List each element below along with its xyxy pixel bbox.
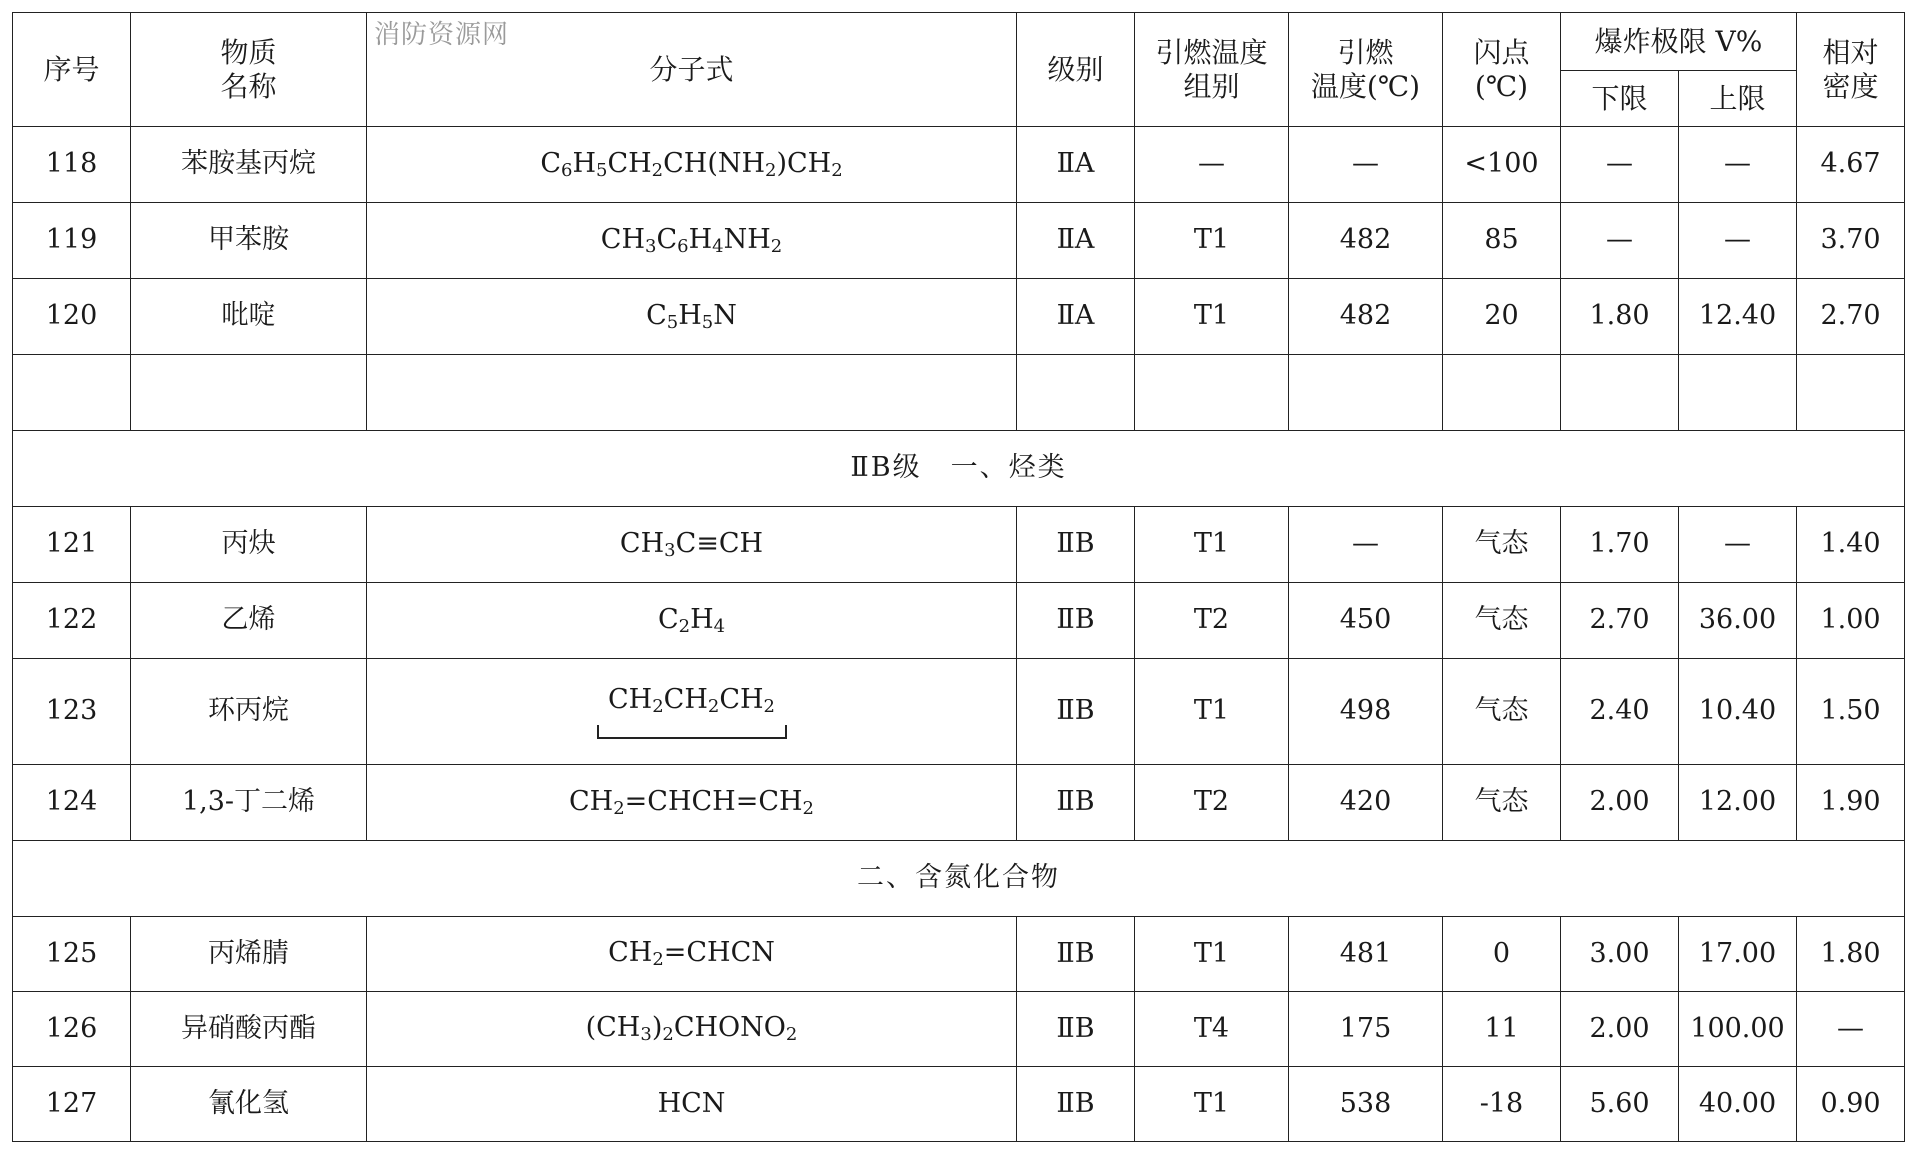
cell-grade: ⅡA (1017, 279, 1135, 355)
cell-upper: 17.00 (1679, 917, 1797, 992)
cell-upper: 100.00 (1679, 992, 1797, 1067)
formula-part: =CHCN (663, 937, 775, 969)
cell-density: 1.50 (1797, 659, 1905, 765)
formula-part: CH (719, 683, 764, 715)
cell-flash-point: -18 (1443, 1067, 1561, 1142)
formula-part: CH (600, 223, 645, 255)
header-name-line1: 物质 (220, 35, 277, 69)
formula-subscript: 2 (662, 1024, 674, 1046)
cell-formula (367, 279, 1017, 355)
empty-cell (1797, 355, 1905, 431)
formula-part: ) (651, 1012, 663, 1044)
cell-flash-point: 20 (1443, 279, 1561, 355)
ring-bond-bracket (597, 725, 787, 739)
cell-density: 3.70 (1797, 203, 1905, 279)
cell-ignition-temp: 481 (1289, 917, 1443, 992)
empty-cell (1679, 355, 1797, 431)
cell-ignition-group: T1 (1135, 917, 1289, 992)
formula-subscript: 4 (712, 235, 724, 257)
cell-upper: 12.00 (1679, 765, 1797, 841)
section-row (13, 841, 1905, 917)
formula-part: CH (569, 785, 614, 817)
cell-grade: ⅡA (1017, 203, 1135, 279)
cell-grade: ⅡA (1017, 127, 1135, 203)
formula-part: H (690, 603, 714, 635)
cell-density: 1.40 (1797, 507, 1905, 583)
cell-ignition-group: — (1135, 127, 1289, 203)
cell-density: 0.90 (1797, 1067, 1905, 1142)
cell-no: 121 (13, 507, 131, 583)
header-name (131, 13, 367, 127)
cell-density: 2.70 (1797, 279, 1905, 355)
cell-flash-point: 气态 (1443, 765, 1561, 841)
cell-grade: ⅡB (1017, 507, 1135, 583)
header-ignition-temp-line2: 温度(℃) (1310, 69, 1421, 103)
empty-cell (367, 355, 1017, 431)
cell-upper: 40.00 (1679, 1067, 1797, 1142)
cell-ignition-group: T1 (1135, 279, 1289, 355)
header-seq: 序号 (13, 13, 131, 127)
cell-no: 119 (13, 203, 131, 279)
formula-subscript: 2 (770, 235, 783, 257)
cell-name: 乙烯 (131, 583, 367, 659)
cell-flash-point: <100 (1443, 127, 1561, 203)
formula-subscript: 2 (613, 797, 625, 819)
formula-subscript: 2 (707, 695, 720, 717)
empty-cell (131, 355, 367, 431)
cell-ignition-group: T1 (1135, 659, 1289, 765)
formula-part: H (678, 299, 702, 331)
ring-formula (597, 684, 787, 740)
header-flash-line1: 闪点 (1473, 35, 1530, 69)
formula-part: CH (663, 683, 708, 715)
cell-upper: 10.40 (1679, 659, 1797, 765)
cell-upper: 12.40 (1679, 279, 1797, 355)
header-explosion-limit: 爆炸极限 V% (1561, 13, 1797, 71)
section-row (13, 431, 1905, 507)
formula-subscript: 6 (560, 159, 573, 181)
cell-upper: — (1679, 507, 1797, 583)
cell-flash-point: 11 (1443, 992, 1561, 1067)
cell-density: 1.90 (1797, 765, 1905, 841)
empty-cell (1561, 355, 1679, 431)
formula-subscript: 2 (678, 615, 691, 637)
formula-subscript: 2 (831, 159, 843, 181)
cell-density: 4.67 (1797, 127, 1905, 203)
cell-no: 126 (13, 992, 131, 1067)
formula-part: H (688, 223, 713, 255)
cell-formula (367, 659, 1017, 765)
empty-cell (1289, 355, 1443, 431)
cell-ignition-temp: — (1289, 507, 1443, 583)
header-formula: 分子式 (367, 13, 1017, 127)
cell-grade: ⅡB (1017, 1067, 1135, 1142)
cell-density: 1.00 (1797, 583, 1905, 659)
formula-subscript: 2 (765, 159, 777, 181)
chemical-properties-table (12, 12, 1905, 1142)
cell-formula (367, 203, 1017, 279)
cell-name: 丙烯腈 (131, 917, 367, 992)
cell-no: 125 (13, 917, 131, 992)
cell-lower: — (1561, 127, 1679, 203)
cell-formula (367, 992, 1017, 1067)
empty-cell (1443, 355, 1561, 431)
formula-part: CH (607, 147, 652, 179)
section-title-nitrogen-compounds: 二、含氮化合物 (13, 841, 1905, 917)
cell-formula (367, 917, 1017, 992)
cell-ignition-group: T2 (1135, 583, 1289, 659)
cell-ignition-group: T4 (1135, 992, 1289, 1067)
cell-ignition-temp: 482 (1289, 203, 1443, 279)
header-ignition-group (1135, 13, 1289, 127)
formula-subscript: 2 (802, 797, 814, 819)
cell-ignition-temp: 420 (1289, 765, 1443, 841)
header-ignition-temp (1289, 13, 1443, 127)
cell-formula (367, 583, 1017, 659)
cell-ignition-temp: 482 (1289, 279, 1443, 355)
formula-subscript: 5 (595, 159, 608, 181)
header-name-line2: 名称 (220, 69, 277, 103)
header-ignition-group-line1: 引燃温度 (1155, 35, 1268, 69)
cell-name: 1,3-丁二烯 (131, 765, 367, 841)
cell-ignition-temp: 175 (1289, 992, 1443, 1067)
table-row (13, 992, 1905, 1067)
cell-lower: 2.40 (1561, 659, 1679, 765)
header-density-line2: 密度 (1822, 69, 1879, 103)
formula-part: N (713, 299, 737, 331)
cell-no: 118 (13, 127, 131, 203)
header-flash-line2: (℃) (1474, 69, 1529, 103)
formula-subscript: 3 (645, 235, 657, 257)
cell-formula (367, 507, 1017, 583)
formula-part: CH (619, 527, 665, 559)
cell-grade: ⅡB (1017, 917, 1135, 992)
cell-grade: ⅡB (1017, 765, 1135, 841)
header-density-line1: 相对 (1822, 35, 1879, 69)
cell-formula (367, 765, 1017, 841)
cell-ignition-temp: 498 (1289, 659, 1443, 765)
cell-no: 127 (13, 1067, 131, 1142)
cell-upper: — (1679, 127, 1797, 203)
cell-upper: 36.00 (1679, 583, 1797, 659)
cell-flash-point: 气态 (1443, 659, 1561, 765)
section-title-hydrocarbons: ⅡB级 一、烃类 (13, 431, 1905, 507)
cell-formula (367, 1067, 1017, 1142)
table-row (13, 203, 1905, 279)
cell-ignition-temp: 538 (1289, 1067, 1443, 1142)
formula-subscript: 2 (763, 695, 775, 717)
header-ignition-temp-line1: 引燃 (1337, 35, 1394, 69)
watermark-text: 消防资源网 (374, 20, 510, 50)
formula-part: (CH (585, 1012, 641, 1044)
formula-part: C≡CH (675, 527, 764, 559)
cell-name: 环丙烷 (131, 659, 367, 765)
formula-part: C (656, 223, 678, 255)
formula-subscript: 3 (640, 1024, 652, 1046)
cell-name: 吡啶 (131, 279, 367, 355)
cell-no: 124 (13, 765, 131, 841)
table-row (13, 917, 1905, 992)
formula-part: H (572, 147, 596, 179)
cell-no: 123 (13, 659, 131, 765)
formula-subscript: 5 (701, 311, 714, 333)
cell-name: 甲苯胺 (131, 203, 367, 279)
cell-lower: 3.00 (1561, 917, 1679, 992)
cell-ignition-temp: — (1289, 127, 1443, 203)
cell-ignition-group: T1 (1135, 203, 1289, 279)
cell-lower: 2.00 (1561, 992, 1679, 1067)
formula-subscript: 2 (651, 159, 664, 181)
table-row (13, 583, 1905, 659)
cell-grade: ⅡB (1017, 992, 1135, 1067)
cell-upper: — (1679, 203, 1797, 279)
table-row (13, 659, 1905, 765)
empty-row (13, 355, 1905, 431)
empty-cell (1135, 355, 1289, 431)
formula-part: C (540, 147, 561, 179)
formula-part: CHONO (673, 1012, 786, 1044)
header-upper: 上限 (1679, 71, 1797, 127)
formula-subscript: 6 (677, 235, 689, 257)
cell-lower: 2.00 (1561, 765, 1679, 841)
cell-no: 120 (13, 279, 131, 355)
cell-lower: 1.80 (1561, 279, 1679, 355)
cell-grade: ⅡB (1017, 659, 1135, 765)
cell-name: 苯胺基丙烷 (131, 127, 367, 203)
cell-lower: 1.70 (1561, 507, 1679, 583)
cell-formula (367, 127, 1017, 203)
formula-part: CH (608, 937, 653, 969)
cell-name: 丙炔 (131, 507, 367, 583)
cell-ignition-temp: 450 (1289, 583, 1443, 659)
formula-subscript: 2 (652, 695, 664, 717)
cell-ignition-group: T2 (1135, 765, 1289, 841)
cell-no: 122 (13, 583, 131, 659)
table-row (13, 279, 1905, 355)
empty-cell (13, 355, 131, 431)
cell-flash-point: 气态 (1443, 583, 1561, 659)
cell-ignition-group: T1 (1135, 1067, 1289, 1142)
cell-flash-point: 气态 (1443, 507, 1561, 583)
cell-flash-point: 0 (1443, 917, 1561, 992)
cell-flash-point: 85 (1443, 203, 1561, 279)
formula-part: CH(NH (663, 147, 766, 179)
header-flash-point (1443, 13, 1561, 127)
cell-density: — (1797, 992, 1905, 1067)
formula-part: )CH (776, 147, 832, 179)
formula-part: C (646, 299, 667, 331)
formula-subscript: 4 (713, 615, 726, 637)
cell-grade: ⅡB (1017, 583, 1135, 659)
header-lower: 下限 (1561, 71, 1679, 127)
formula-part: CH (607, 683, 653, 715)
header-grade: 级别 (1017, 13, 1135, 127)
header-ignition-group-line2: 组别 (1183, 69, 1240, 103)
formula-subscript: 3 (664, 539, 676, 561)
cell-lower: 5.60 (1561, 1067, 1679, 1142)
table-row (13, 1067, 1905, 1142)
cell-name: 异硝酸丙酯 (131, 992, 367, 1067)
empty-cell (1017, 355, 1135, 431)
formula-part: NH (723, 223, 771, 255)
cell-lower: — (1561, 203, 1679, 279)
cell-ignition-group: T1 (1135, 507, 1289, 583)
table-row (13, 507, 1905, 583)
cell-lower: 2.70 (1561, 583, 1679, 659)
formula-part: HCN (657, 1087, 726, 1119)
formula-subscript: 5 (666, 311, 679, 333)
formula-subscript: 2 (785, 1024, 798, 1046)
table-row (13, 765, 1905, 841)
header-density (1797, 13, 1905, 127)
table-row (13, 127, 1905, 203)
cell-name: 氰化氢 (131, 1067, 367, 1142)
formula-subscript: 2 (652, 949, 664, 971)
formula-part: C (657, 603, 679, 635)
header-row-1 (13, 13, 1905, 71)
cell-density: 1.80 (1797, 917, 1905, 992)
formula-part: =CHCH=CH (624, 785, 803, 817)
